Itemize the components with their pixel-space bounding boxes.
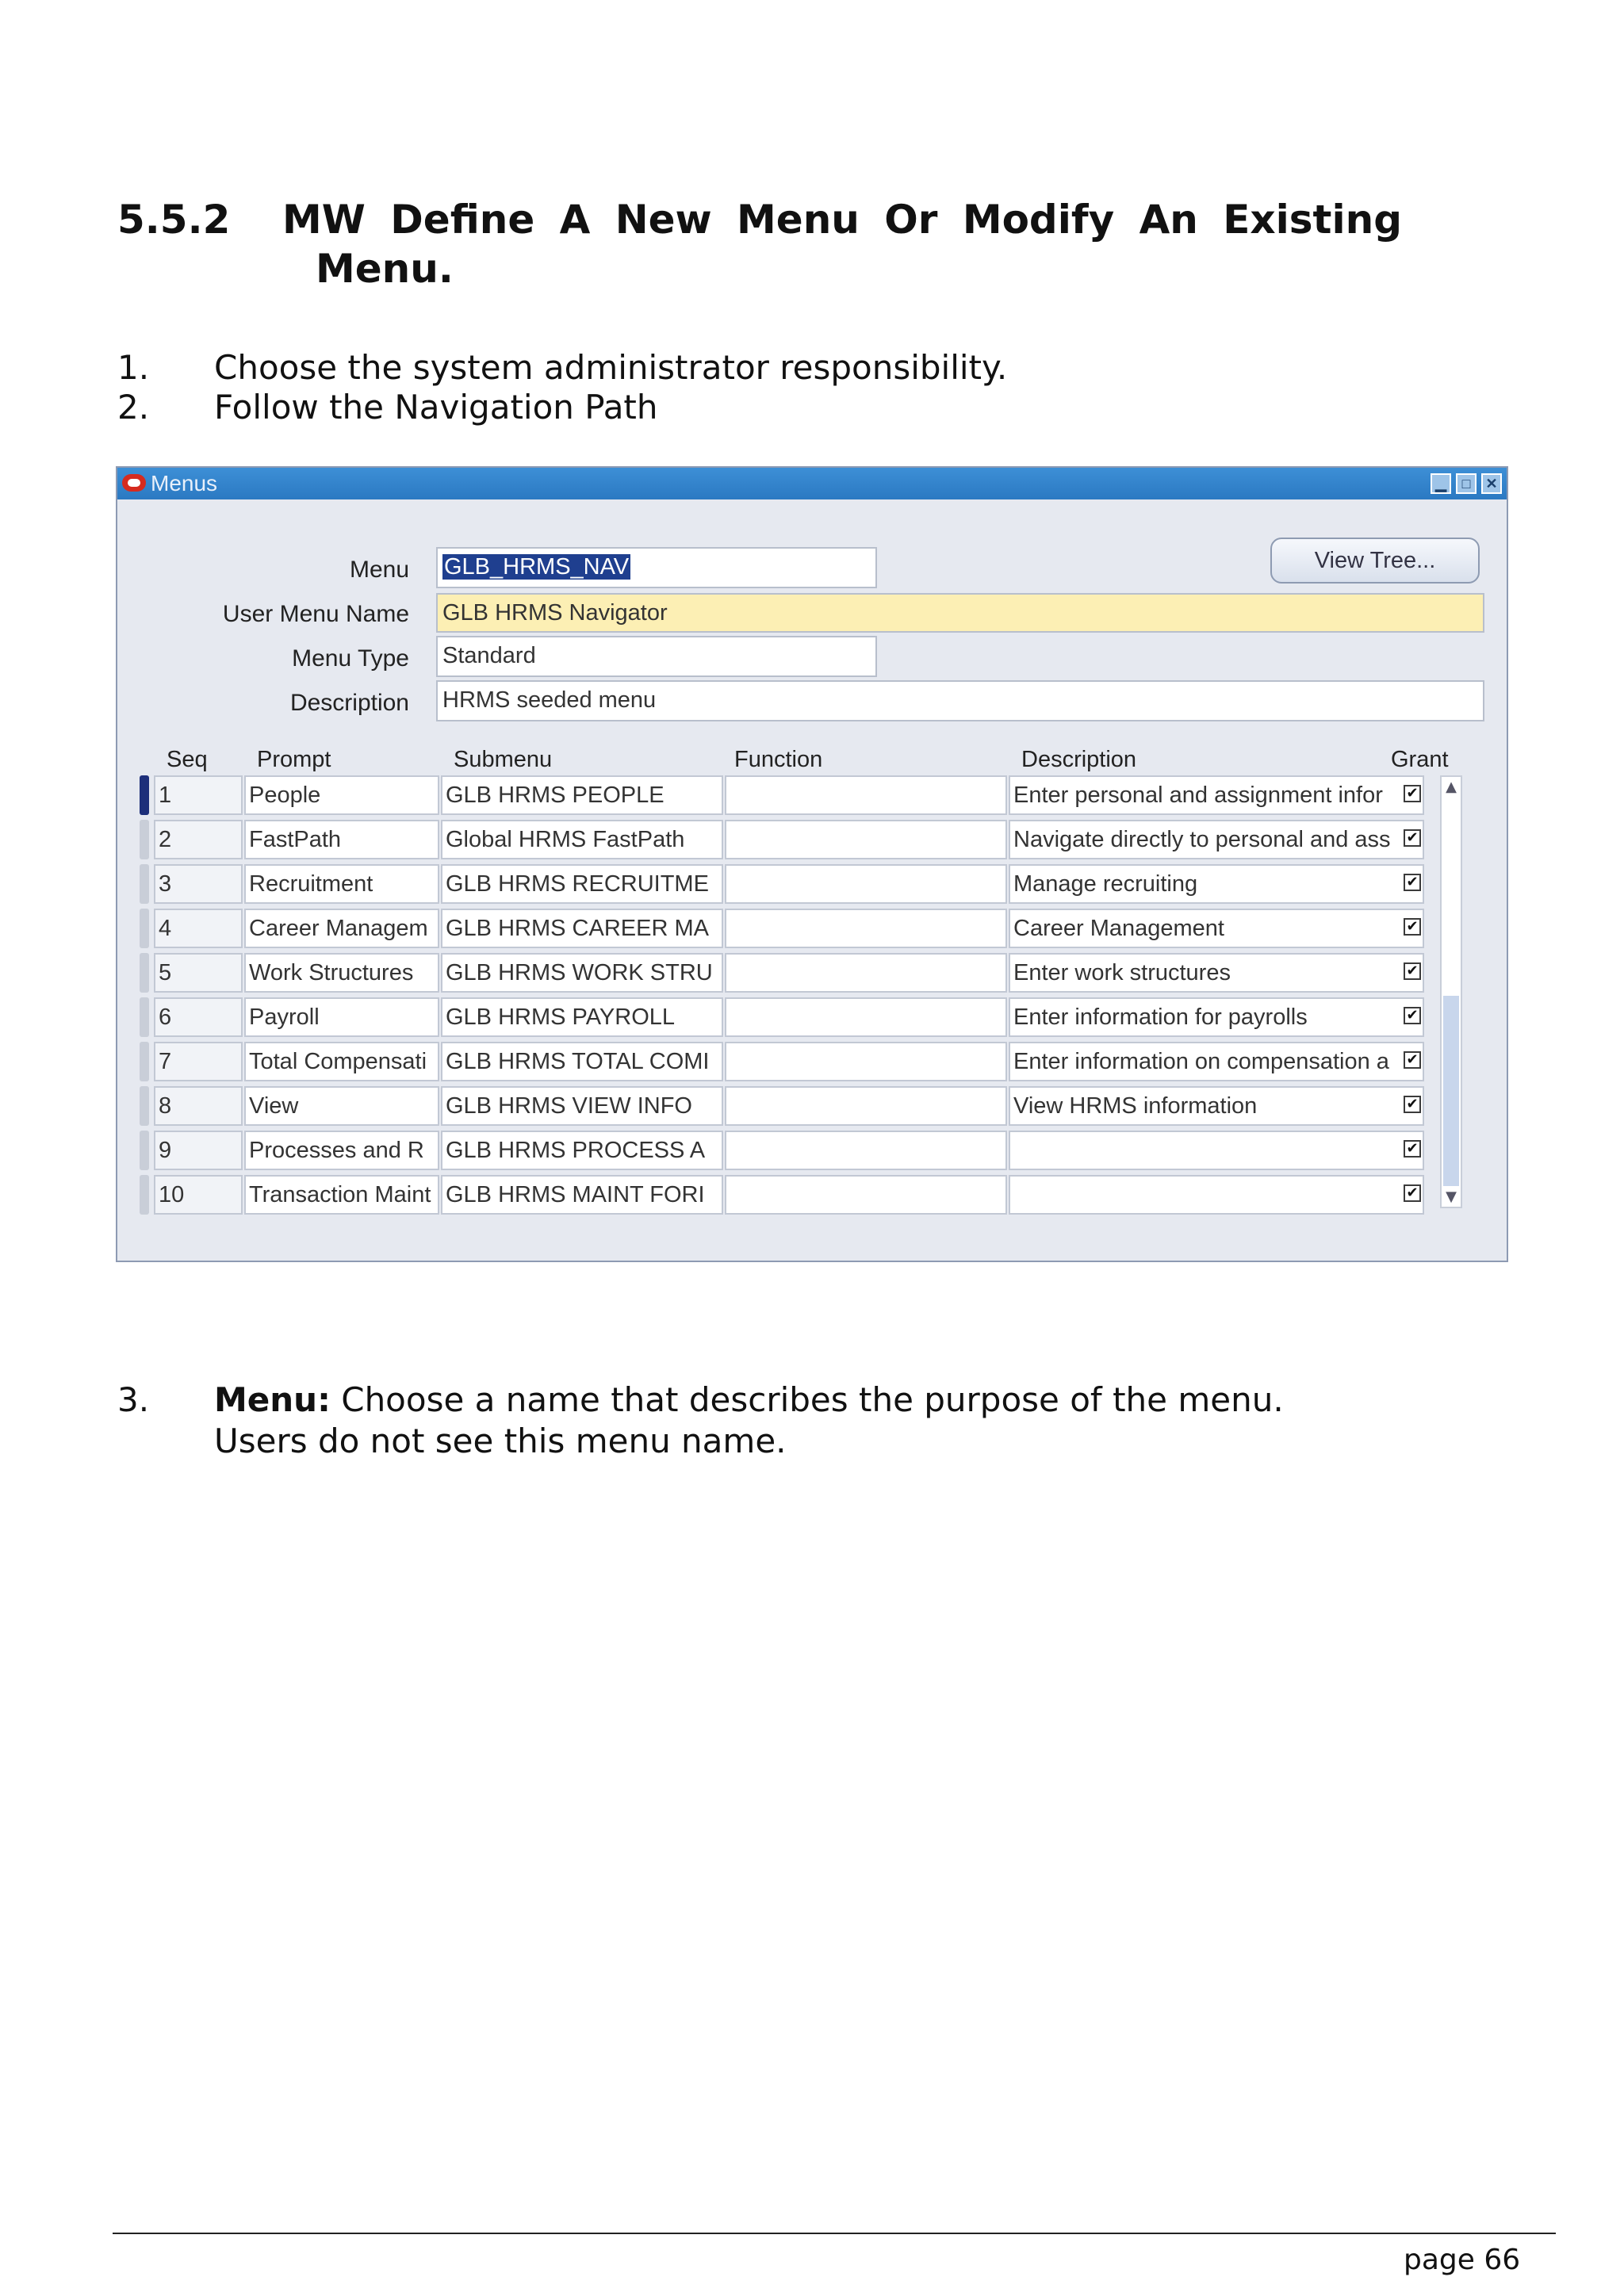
cell-function[interactable] — [725, 909, 1007, 948]
grant-checkbox[interactable]: ✔ — [1404, 1051, 1421, 1069]
row-indicator[interactable] — [140, 1131, 149, 1170]
description-field[interactable]: HRMS seeded menu — [436, 680, 1484, 721]
menu-field[interactable] — [436, 547, 877, 588]
step-text-line2: Users do not see this menu name. — [214, 1422, 787, 1460]
cell-submenu[interactable]: GLB HRMS TOTAL COMI — [441, 1042, 723, 1081]
scroll-thumb[interactable] — [1443, 996, 1459, 1186]
cell-seq[interactable]: 2 — [154, 820, 243, 859]
cell-description[interactable] — [1009, 1131, 1424, 1170]
grant-checkbox[interactable]: ✔ — [1404, 1007, 1421, 1024]
cell-submenu[interactable]: Global HRMS FastPath — [441, 820, 723, 859]
step-3 — [117, 1380, 1354, 1467]
row-indicator[interactable] — [140, 997, 149, 1037]
grant-checkbox[interactable]: ✔ — [1404, 1184, 1421, 1202]
cell-submenu[interactable]: GLB HRMS RECRUITME — [441, 864, 723, 904]
step-text-rest: Choose a name that describes the purpose of the menu. — [330, 1380, 1284, 1419]
cell-description[interactable]: View HRMS information — [1009, 1086, 1424, 1126]
cell-prompt[interactable]: Work Structures — [244, 953, 439, 993]
cell-submenu[interactable]: GLB HRMS PAYROLL — [441, 997, 723, 1037]
cell-prompt[interactable]: Payroll — [244, 997, 439, 1037]
cell-function[interactable] — [725, 1042, 1007, 1081]
cell-description[interactable]: Navigate directly to personal and ass — [1009, 820, 1424, 859]
grant-checkbox[interactable]: ✔ — [1404, 1140, 1421, 1158]
cell-description[interactable]: Career Management — [1009, 909, 1424, 948]
cell-seq[interactable]: 8 — [154, 1086, 243, 1126]
scroll-down-icon[interactable]: ▼ — [1446, 1188, 1457, 1205]
section-number: 5.5.2 — [117, 197, 231, 243]
column-header-submenu: Submenu — [454, 747, 553, 772]
user-menu-name-field[interactable]: GLB HRMS Navigator — [436, 593, 1484, 633]
cell-submenu[interactable]: GLB HRMS PEOPLE — [441, 775, 723, 815]
step-text: Choose the system administrator responsibility. — [214, 348, 1008, 387]
cell-function[interactable] — [725, 864, 1007, 904]
oracle-logo-icon — [122, 474, 146, 492]
column-header-function: Function — [734, 747, 823, 772]
cell-function[interactable] — [725, 775, 1007, 815]
cell-submenu[interactable]: GLB HRMS CAREER MA — [441, 909, 723, 948]
grant-checkbox[interactable]: ✔ — [1404, 829, 1421, 847]
row-indicator[interactable] — [140, 820, 149, 859]
cell-prompt[interactable]: Recruitment — [244, 864, 439, 904]
step-number: 3. — [117, 1380, 150, 1419]
cell-seq[interactable]: 9 — [154, 1131, 243, 1170]
step-bold-term: Menu: — [214, 1380, 331, 1419]
cell-seq[interactable]: 3 — [154, 864, 243, 904]
row-indicator[interactable] — [140, 1086, 149, 1126]
column-header-prompt: Prompt — [257, 747, 331, 772]
cell-description[interactable] — [1009, 1175, 1424, 1215]
cell-description[interactable]: Manage recruiting — [1009, 864, 1424, 904]
grant-checkbox[interactable]: ✔ — [1404, 1096, 1421, 1113]
menu-type-field[interactable]: Standard — [436, 636, 877, 677]
cell-prompt[interactable]: Transaction Maint — [244, 1175, 439, 1215]
step-text: Follow the Navigation Path — [214, 388, 658, 427]
cell-prompt[interactable]: Total Compensati — [244, 1042, 439, 1081]
window-titlebar — [117, 468, 1507, 499]
minimize-icon[interactable]: ▁ — [1431, 473, 1451, 494]
section-title-line2: Menu. — [316, 246, 454, 292]
row-indicator[interactable] — [140, 1042, 149, 1081]
cell-function[interactable] — [725, 953, 1007, 993]
cell-function[interactable] — [725, 1086, 1007, 1126]
cell-prompt[interactable]: View — [244, 1086, 439, 1126]
menu-label: Menu — [349, 557, 409, 583]
row-indicator[interactable] — [140, 864, 149, 904]
menu-field-value: GLB_HRMS_NAV — [444, 554, 630, 580]
row-indicator[interactable] — [140, 953, 149, 993]
window-title: Menus — [151, 471, 218, 496]
column-header-grant: Grant — [1391, 747, 1449, 772]
cell-submenu[interactable]: GLB HRMS PROCESS A — [441, 1131, 723, 1170]
table-scrollbar[interactable] — [1440, 775, 1462, 1208]
close-icon[interactable]: ✕ — [1481, 473, 1502, 494]
cell-prompt[interactable]: People — [244, 775, 439, 815]
cell-seq[interactable]: 1 — [154, 775, 243, 815]
cell-seq[interactable]: 10 — [154, 1175, 243, 1215]
user-menu-name-label: User Menu Name — [222, 601, 409, 627]
row-indicator[interactable] — [140, 909, 149, 948]
grant-checkbox[interactable]: ✔ — [1404, 962, 1421, 980]
grant-checkbox[interactable]: ✔ — [1404, 918, 1421, 936]
grant-checkbox[interactable]: ✔ — [1404, 785, 1421, 802]
cell-description[interactable]: Enter information for payrolls — [1009, 997, 1424, 1037]
footer-rule — [113, 2233, 1556, 2234]
row-indicator[interactable] — [140, 1175, 149, 1215]
step-number: 2. — [117, 388, 150, 427]
cell-seq[interactable]: 6 — [154, 997, 243, 1037]
cell-prompt[interactable]: Processes and R — [244, 1131, 439, 1170]
step-number: 1. — [117, 348, 150, 387]
cell-function[interactable] — [725, 1175, 1007, 1215]
section-title-line1: MW Define A New Menu Or Modify An Existing — [282, 197, 1402, 243]
cell-seq[interactable]: 4 — [154, 909, 243, 948]
cell-seq[interactable]: 7 — [154, 1042, 243, 1081]
page-number: page 66 — [1404, 2244, 1521, 2276]
cell-function[interactable] — [725, 997, 1007, 1037]
cell-function[interactable] — [725, 1131, 1007, 1170]
menu-type-label: Menu Type — [292, 645, 409, 672]
grant-checkbox[interactable]: ✔ — [1404, 874, 1421, 891]
cell-prompt[interactable]: Career Managem — [244, 909, 439, 948]
cell-submenu[interactable]: GLB HRMS VIEW INFO — [441, 1086, 723, 1126]
cell-prompt[interactable]: FastPath — [244, 820, 439, 859]
cell-submenu[interactable]: GLB HRMS WORK STRU — [441, 953, 723, 993]
view-tree-button[interactable]: View Tree... — [1270, 538, 1480, 584]
description-label: Description — [289, 690, 409, 716]
column-header-seq: Seq — [167, 747, 208, 772]
cell-description[interactable]: Enter work structures — [1009, 953, 1424, 993]
row-indicator[interactable] — [140, 775, 149, 815]
menus-window — [116, 466, 1508, 1262]
cell-submenu[interactable]: GLB HRMS MAINT FORI — [441, 1175, 723, 1215]
scroll-up-icon[interactable]: ▲ — [1446, 779, 1457, 795]
column-header-description: Description — [1021, 747, 1137, 772]
maximize-icon[interactable]: □ — [1456, 473, 1477, 494]
cell-description[interactable]: Enter personal and assignment infor — [1009, 775, 1424, 815]
cell-seq[interactable]: 5 — [154, 953, 243, 993]
step-text-line1 — [214, 1380, 1356, 1421]
cell-description[interactable]: Enter information on compensation a — [1009, 1042, 1424, 1081]
cell-function[interactable] — [725, 820, 1007, 859]
